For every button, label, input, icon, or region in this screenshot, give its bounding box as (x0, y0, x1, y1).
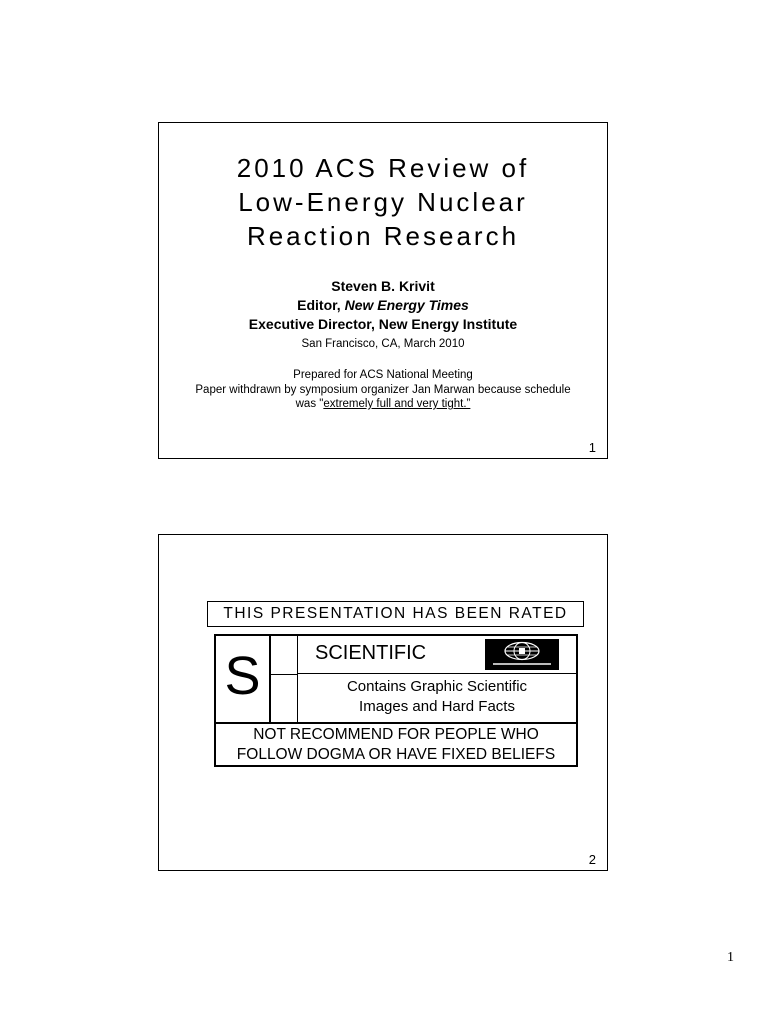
warning-line: FOLLOW DOGMA OR HAVE FIXED BELIEFS (236, 746, 556, 763)
title-line: Low-Energy Nuclear (238, 187, 528, 217)
rated-banner: THIS PRESENTATION HAS BEEN RATED (207, 601, 584, 627)
slide-number: 1 (588, 440, 596, 455)
prepared-for: Prepared for ACS National Meeting (293, 369, 473, 381)
was-prefix: was " (295, 398, 324, 410)
presentation-notes (159, 368, 607, 412)
rating-seal-icon (485, 639, 559, 670)
warning-line: NOT RECOMMEND FOR PEOPLE WHO (253, 726, 539, 743)
slide-1 (158, 122, 608, 459)
author-role: Executive Director, New Energy Institute (248, 316, 518, 332)
rating-description (298, 674, 576, 722)
title-line: Reaction Research (246, 221, 520, 251)
editor-line (159, 296, 607, 315)
rating-spacer (271, 636, 298, 722)
description-line: Contains Graphic Scientific (346, 678, 528, 695)
slide-number: 2 (588, 852, 596, 867)
slide-2 (158, 534, 608, 871)
schedule-quote: extremely full and very tight.” (323, 398, 471, 410)
author-block (159, 277, 607, 334)
description-line: Images and Hard Facts (359, 698, 515, 715)
slide-title (159, 151, 607, 253)
category-cell (298, 636, 576, 674)
rating-letter: S (216, 636, 271, 722)
publication-name: New Energy Times (344, 297, 469, 313)
editor-prefix: Editor, (297, 297, 345, 313)
title-line: 2010 ACS Review of (236, 153, 530, 183)
author-name: Steven B. Krivit (331, 278, 435, 294)
rating-warning (216, 722, 576, 765)
rating-table (214, 634, 578, 767)
location-date: San Francisco, CA, March 2010 (301, 338, 465, 350)
category-label: SCIENTIFIC (315, 642, 427, 664)
quote-line (159, 397, 607, 412)
withdrawn-line: Paper withdrawn by symposium organizer Jan Marwan because schedule (195, 383, 571, 396)
page-number: 1 (727, 950, 734, 965)
